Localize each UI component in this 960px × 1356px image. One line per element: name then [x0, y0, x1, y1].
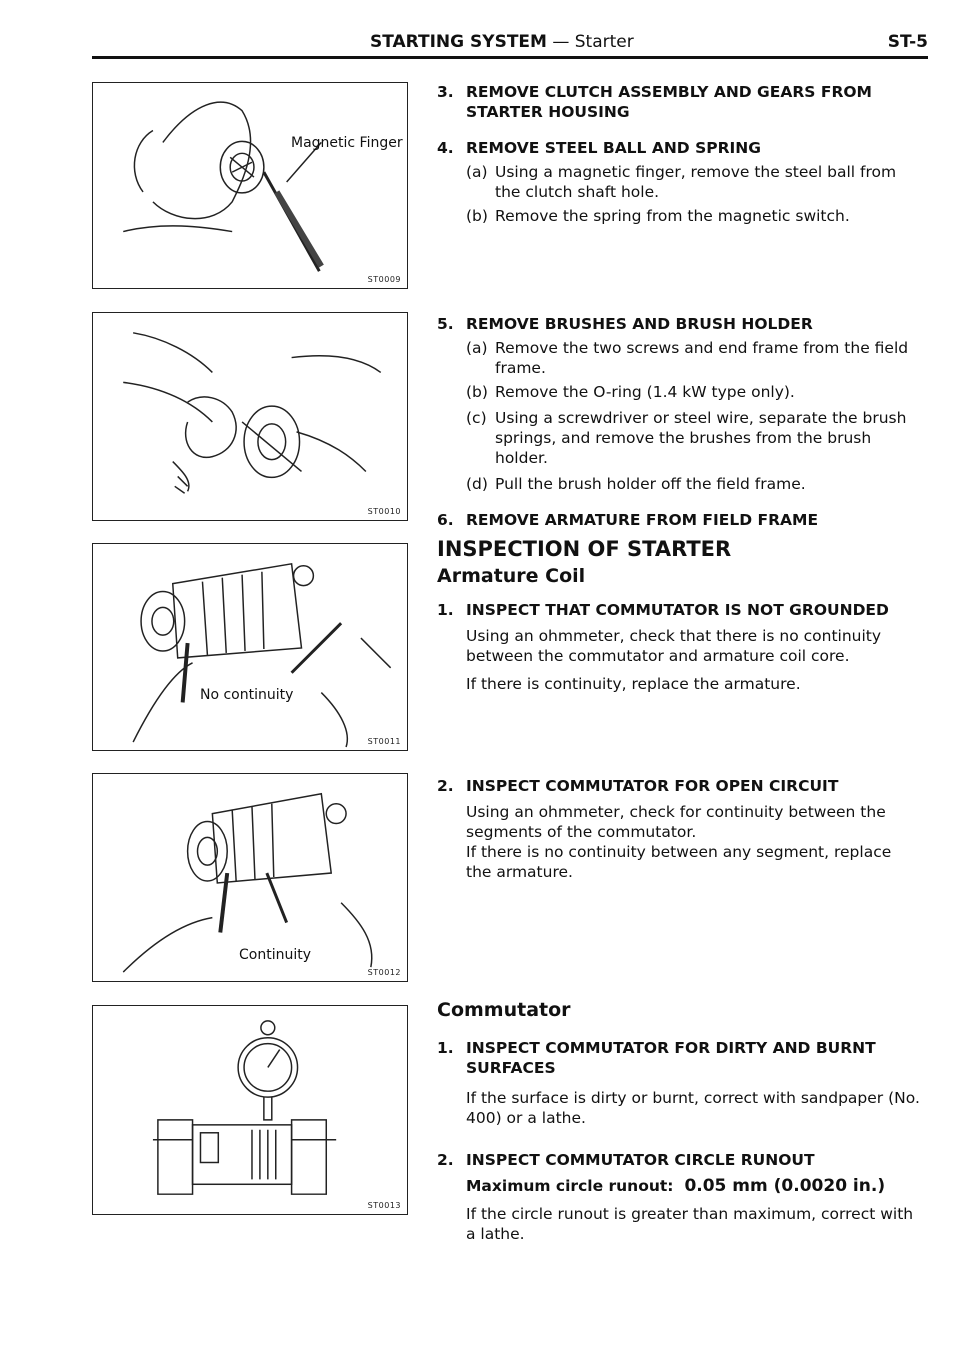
- brush-holder-illustration: [93, 313, 407, 520]
- figure-code: ST0013: [367, 1201, 401, 1210]
- commutator-step-1-text: If the surface is dirty or burnt, correct with sandpaper (No. 400) or a lathe.: [466, 1089, 920, 1127]
- armature-step-2-text: Using an ohmmeter, check for continuity between the segments of the commutator.: [466, 803, 886, 841]
- inspection-title: INSPECTION OF STARTER: [437, 537, 732, 561]
- page-header: [92, 30, 928, 56]
- dial-indicator-illustration: [93, 1006, 407, 1214]
- section-title: STARTING SYSTEM: [370, 32, 547, 52]
- page-code: ST-5: [887, 32, 928, 52]
- header-rule: [92, 56, 928, 59]
- commutator-step-2-text: If the circle runout is greater than maximum, correct with a lathe.: [466, 1205, 914, 1243]
- spec-label: Maximum circle runout:: [466, 1177, 674, 1195]
- figure-no-continuity-test: [92, 543, 408, 751]
- armature-coil-title: Armature Coil: [437, 565, 586, 587]
- figure-code: ST0011: [367, 737, 401, 746]
- figure-code: ST0012: [367, 968, 401, 977]
- subsection-title: Starter: [574, 32, 634, 52]
- commutator-title: Commutator: [437, 999, 571, 1021]
- figure-brush-holder: [92, 312, 408, 521]
- callout-label: No continuity: [200, 687, 294, 703]
- armature-step-1-note: If there is continuity, replace the armature.: [466, 675, 801, 693]
- figure-dial-indicator: [92, 1005, 408, 1215]
- figure-code: ST0010: [367, 507, 401, 516]
- armature-step-1-text: Using an ohmmeter, check that there is no continuity between the commutator and armature coil core.: [466, 627, 882, 665]
- ohmmeter-ground-test-illustration: [93, 544, 407, 750]
- spec-value: 0.05 mm (0.0020 in.): [684, 1176, 886, 1196]
- magnetic-finger-illustration: [93, 83, 407, 288]
- callout-label: Continuity: [239, 947, 312, 963]
- armature-step-2-note: If there is no continuity between any segment, replace the armature.: [466, 843, 892, 881]
- runout-spec: [466, 1176, 921, 1196]
- figure-magnetic-finger: [92, 82, 408, 289]
- figure-continuity-test: [92, 773, 408, 982]
- instructions-column: 3. REMOVE CLUTCH ASSEMBLY AND GEARS FROM STARTER HOUSING 4. REMOVE STEEL BALL AND SPRING (a) Using a magnetic finger, remove the steel ball from the clutch shaft hole. (b) Remove the spring from the magnetic switch. 5. REMOVE BRUSHES AND BRUSH HOLDER (a) Remove the two screws and end frame from the field frame. (b) Remove the O-ring (1.4 kW type only). (c) Using a screwdriver or steel wire, separate the brush springs, and remove the brushes from the brush holder. (d) Pull the brush holder off the field frame. 6. REMOVE ARMATURE FROM FIELD FRAME INSPECTION OF STARTER Armature Coil 1. INSPECT THAT COMMUTATOR IS NOT GROUNDED Using an ohmmeter, check that there is no continuity between the commutator and armature coil core. If there is continuity, replace the armature. 2. INSPECT COMMUTATOR FOR OPEN CIRCUIT Using an ohmmeter, check for continuity between the segments of the commutator. If there is no continuity between any segment, replace the armature. Commutator 1. INSPECT COMMUTATOR FOR DIRTY AND BURNT SURFACES If the surface is dirty or burnt, correct with sandpaper (No. 400) or a lathe. 2. INSPECT COMMUTATOR CIRCLE RUNOUT Maximum circle runout: 0.05 mm (0.0020 in.) If the circle runout is greater than maximum, correct with a lathe.: [437, 83, 920, 1243]
- callout-label: Magnetic Finger: [291, 135, 403, 151]
- figure-code: ST0009: [367, 275, 401, 284]
- header-title: STARTING SYSTEM — Starter: [370, 32, 634, 52]
